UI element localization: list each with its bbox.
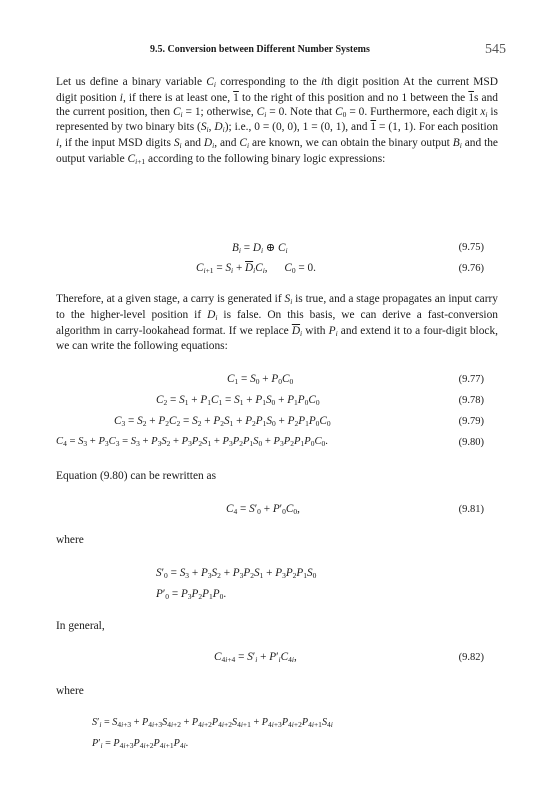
- where-label: where: [56, 534, 84, 546]
- equation-9-82: $C_{4i+4} = S'_i + P'_iC_{4i}$,: [214, 651, 297, 664]
- equation-9-80: $C_4 = S_3 + P_3C_3 = S_3 + P_3S_2 + P_3P_2S_1 + P_3P_2P_1S_0 + P_3P_2P_1P_0C_0$.: [56, 436, 328, 448]
- page-number: 545: [485, 42, 506, 57]
- equation-number: (9.82): [458, 652, 484, 663]
- equation-number: (9.78): [458, 395, 484, 406]
- paragraph-rewrite: Equation (9.80) can be rewritten as: [56, 470, 217, 482]
- definition-p-prime-0: $P'_0 = P_3P_2P_1P_0$.: [156, 588, 227, 601]
- equation-number: (9.80): [458, 437, 484, 448]
- equation-9-75: $B_i = D_i$ ⊕ $C_i$: [232, 242, 288, 255]
- equation-9-76: $C_{i+1} = S_i + \overline{D}_iC_i$, $C_0 = 0$.: [196, 262, 316, 275]
- equation-number: (9.77): [458, 374, 484, 385]
- equation-number: (9.79): [458, 416, 484, 427]
- paragraph-binary-variable: Let us define a binary variable $C_i$ corresponding to the ith digit position At the current MSD digit position i, if there is at least one, 1 to the right of this position and no 1 between the 1s and the current position, then $C_i = 1$; otherwise, $C_i = 0$. Note that $C_0 = 0$. Furthermore, each digit $x_i$ is represented by two binary bits ($S_i$, $D_i$); i.e., 0 = (0, 0), 1 = (0, 1), and 1 = (1, 1). For each position i, if the input MSD digits $S_i$ and $D_i$, and $C_i$ are known, we can obtain the binary output $B_i$ and the output variable $C_{i+1}$ according to the following binary logic expressions:: [56, 76, 499, 166]
- definition-s-prime-i: $S'_i = S_{4i+3} + P_{4i+3}S_{4i+2} + P_{4i+2}P_{4i+2}S_{4i+1} + P_{4i+3}P_{4i+2}P_{4i+1}S_{4i}$: [92, 717, 333, 729]
- equation-number: (9.81): [458, 504, 484, 515]
- equation-number: (9.76): [458, 263, 484, 274]
- equation-9-81: $C_4 = S'_0 + P'_0C_0$,: [226, 503, 300, 516]
- equation-9-79: $C_3 = S_2 + P_2C_2 = S_2 + P_2S_1 + P_2P_1S_0 + P_2P_1P_0C_0$: [114, 415, 331, 428]
- equation-number: (9.75): [458, 242, 484, 253]
- definition-s-prime-0: $S'_0 = S_3 + P_3S_2 + P_3P_2S_1 + P_3P_2P_1S_0$: [156, 567, 317, 580]
- section-title: 9.5. Conversion between Different Number Systems: [150, 44, 370, 55]
- running-header: [56, 44, 506, 60]
- equation-9-78: $C_2 = S_1 + P_1C_1 = S_1 + P_1S_0 + P_1P_0C_0$: [156, 394, 320, 407]
- definition-p-prime-i: $P'_i = P_{4i+3}P_{4i+2}P_{4i+1}P_{4i}$.: [92, 738, 189, 750]
- paragraph-carry-lookahead: Therefore, at a given stage, a carry is generated if $S_i$ is true, and a stage propagates an input carry to the higher-level position if $D_i$ is false. On this basis, we can derive a fast-conversion algorithm in carry-lookahead format. If we replace $\overline{D}_i$ with $P_i$ and extend it to a four-digit block, we can write the following equations:: [56, 293, 499, 353]
- equation-9-77: $C_1 = S_0 + P_0C_0$: [227, 373, 294, 386]
- in-general-label: In general,: [56, 620, 105, 632]
- where-label: where: [56, 685, 84, 697]
